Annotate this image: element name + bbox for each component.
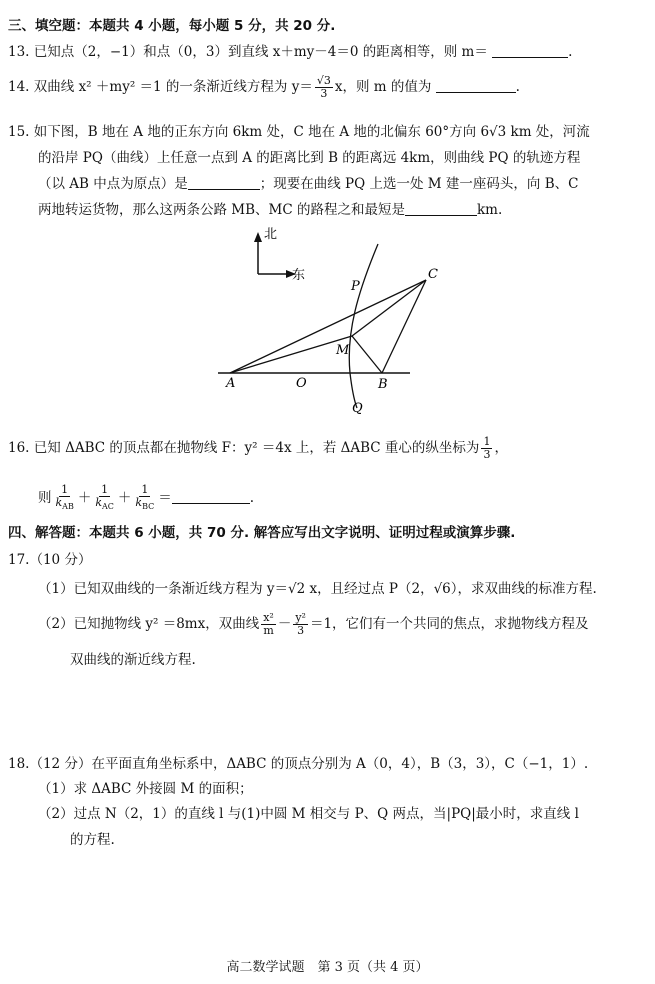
question-15-line4-post: km. (476, 202, 503, 218)
question-15-line-1 (8, 120, 590, 140)
question-16-line2-pre: 则 (38, 490, 52, 507)
question-17-frac-x2: x² (263, 611, 274, 624)
question-14: 14. 双曲线 x² ＋my² ＝1 的一条渐近线方程为 y＝ $\frac{√3}{3}$ x，则 m 的值为 . (8, 74, 520, 100)
question-16-frac-kab-num: 1 (61, 483, 69, 496)
north-arrow-head (254, 232, 262, 242)
question-16-frac-kbc (133, 484, 156, 513)
question-17-frac-y2-3 (293, 612, 308, 637)
segment-mb (352, 336, 382, 373)
point-a-label: A (226, 376, 236, 391)
plus-sign: ＋ (77, 490, 92, 507)
question-15-line1-text: 如下图，B 地在 A 地的正东方向 6km 处，C 地在 A 地的北偏东 60°方向 6√3 km 处，河流 (33, 124, 590, 140)
minus-sign: － (277, 616, 292, 632)
question-16-centroid-fraction (481, 436, 492, 461)
question-13-number: 13. (8, 44, 30, 60)
question-14-fraction (315, 75, 333, 100)
question-17-part-2-line-2: 双曲线的渐近线方程. (70, 652, 196, 668)
east-label: 东 (292, 268, 306, 283)
question-16-frac-kbc-den: $k_{BC}$ (135, 496, 155, 512)
question-15-answer-blank-2[interactable] (405, 201, 477, 216)
question-17-part-1: （1）已知双曲线的一条渐近线方程为 y＝√2 x，且经过点 P（2，√6），求双曲线的标准方程. (38, 581, 597, 597)
curve-pq (349, 244, 378, 408)
question-17-frac-3: 3 (297, 624, 305, 637)
question-16-line1-text: 已知 ΔABC 的顶点都在抛物线 F：y² ＝4x 上，若 ΔABC 重心的纵坐标为 (33, 440, 480, 456)
question-16-line-1: 16. 已知 ΔABC 的顶点都在抛物线 F：y² ＝4x 上，若 ΔABC 重心的纵坐标为 $\frac{1}{3}$ ， (8, 435, 508, 461)
question-15-line-4 (38, 198, 502, 218)
question-16-frac-kab (54, 484, 76, 513)
north-label: 北 (264, 227, 278, 242)
question-16-frac-kac-num: 1 (101, 483, 109, 496)
question-14-frac-den: 3 (320, 87, 328, 100)
question-14-text-pre: 双曲线 x² ＋my² ＝1 的一条渐近线方程为 y＝ (33, 79, 313, 95)
point-b-label: B (378, 377, 388, 392)
question-15-line-3 (38, 172, 578, 192)
question-16-centroid-den: 3 (483, 448, 491, 461)
geometry-figure (200, 222, 440, 422)
question-17-part-2 (38, 612, 589, 637)
question-14-answer-blank[interactable] (436, 78, 516, 93)
question-17-frac-y2: y² (295, 611, 306, 624)
question-16-frac-kab-den: $k_{AB}$ (55, 496, 74, 512)
question-14-frac-num: √3 (316, 74, 331, 87)
question-13-answer-blank[interactable] (492, 43, 568, 58)
question-17-frac-x2-m (261, 612, 276, 637)
question-16-line-2: 则 $\frac{1}{k_{AB}}$ ＋ $\frac{1}{k_{AC}}$ ＋ $\frac{1}{k_{BC}}$ ＝ . (38, 483, 255, 512)
question-17-heading: 17.（10 分） (8, 552, 92, 568)
question-16-frac-kac (93, 484, 116, 513)
question-16-frac-kac-den: $k_{AC}$ (95, 496, 114, 512)
question-16-answer-blank[interactable] (172, 489, 250, 504)
question-17-part2-pre: （2）已知抛物线 y² ＝8mx，双曲线 (38, 616, 260, 632)
point-o-label: O (296, 376, 307, 391)
question-15-line4-pre: 两地转运货物，那么这两条公路 MB、MC 的路程之和最短是 (38, 202, 405, 218)
question-14-text-post: x，则 m 的值为 (334, 79, 432, 95)
question-14-number: 14. (8, 79, 30, 95)
segment-ac (230, 280, 426, 373)
question-17-part2-post: ＝1，它们有一个共同的焦点，求抛物线方程及 (309, 616, 589, 632)
question-16-centroid-num: 1 (483, 435, 491, 448)
question-13: 13. 已知点（2，−1）和点（0，3）到直线 x＋my－4＝0 的距离相等，则 m＝ . (8, 44, 573, 60)
question-18-part-1: （1）求 ΔABC 外接圆 M 的面积； (38, 781, 253, 797)
segment-am (230, 336, 352, 373)
plus-sign: ＋ (117, 490, 132, 507)
point-c-label: C (428, 267, 438, 282)
question-16-frac-kbc-num: 1 (141, 483, 149, 496)
section-fill-in-header: 三、填空题：本题共 4 小题，每小题 5 分，共 20 分. (8, 18, 336, 34)
question-17-frac-m: m (263, 624, 274, 637)
question-15-number: 15. (8, 124, 30, 140)
question-15-line3-pre: （以 AB 中点为原点）是 (38, 176, 188, 192)
question-18-heading: 18.（12 分）在平面直角坐标系中，ΔABC 的顶点分别为 A（0，4），B（3，3），C（−1，1）. (8, 756, 589, 772)
page-footer: 高二数学试题 第 3 页（共 4 页） (226, 960, 429, 975)
segment-bc (382, 280, 426, 373)
point-m-label: M (336, 343, 350, 358)
equals-sign: ＝ (158, 490, 172, 507)
question-15-line-2: 的沿岸 PQ（曲线）上任意一点到 A 的距离比到 B 的距离远 4km，则曲线 PQ 的轨迹方程 (38, 150, 581, 166)
section-solve-header: 四、解答题：本题共 6 小题，共 70 分. 解答应写出文字说明、证明过程或演算步骤. (8, 525, 516, 541)
question-18-part-2-line-2: 的方程. (70, 832, 115, 848)
point-p-label: P (351, 279, 360, 294)
point-q-label: Q (352, 401, 363, 416)
question-16-number: 16. (8, 440, 30, 456)
question-18-part-2: （2）过点 N（2，1）的直线 l 与(1)中圆 M 相交与 P、Q 两点，当|PQ|最小时，求直线 l (38, 806, 579, 822)
question-15-answer-blank-1[interactable] (188, 175, 260, 190)
question-15-line3-post: ；现要在曲线 PQ 上选一处 M 建一座码头，向 B、C (259, 176, 579, 192)
segment-mc (352, 280, 426, 336)
question-13-text: 已知点（2，−1）和点（0，3）到直线 x＋my－4＝0 的距离相等，则 m＝ (33, 44, 488, 60)
